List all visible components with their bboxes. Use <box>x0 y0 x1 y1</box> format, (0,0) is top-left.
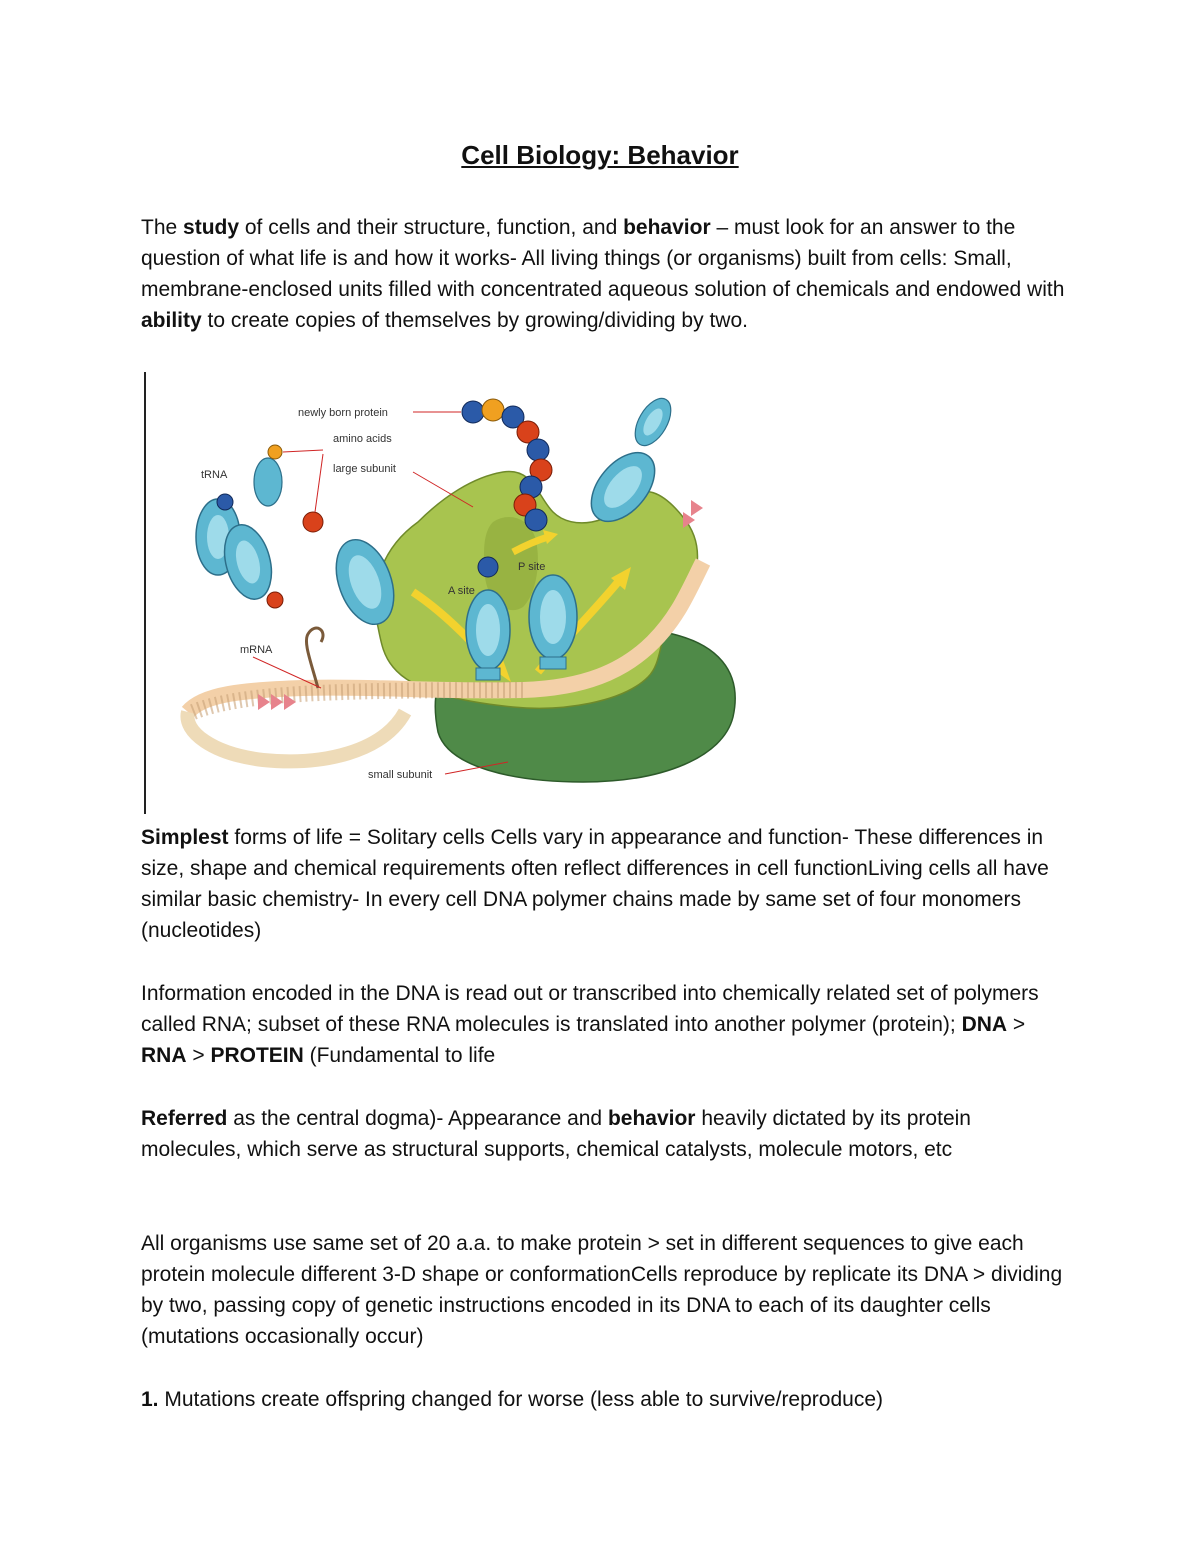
label-large-subunit: large subunit <box>333 463 396 475</box>
simplest-text: forms of life = Solitary cells Cells vary in appearance and function- These differences in size, shape and chemical requirements often reflect differences in cell functionLiving cells all have similar basic chemistry- In every cell DNA polymer chains made by same set of four monomers (nucleotides) <box>141 826 1049 942</box>
simplest-paragraph <box>141 822 1076 946</box>
information-text-4: (Fundamental to life <box>303 1044 496 1067</box>
label-mrna: mRNA <box>240 644 273 656</box>
amino-acid-ball-2 <box>268 445 282 459</box>
mrna-strand-lower <box>187 712 405 761</box>
document-title: Cell Biology: Behavior <box>461 140 739 170</box>
amino-acid-ball-1 <box>303 512 323 532</box>
intro-bold-study: study <box>183 216 240 239</box>
ribosome-diagram <box>143 372 783 814</box>
label-p-site: P site <box>518 561 546 573</box>
trna-exited <box>628 392 678 451</box>
intro-text-3: – must look for an answer to the question of what life is and how it works- All living things (or organisms) built from cells: Small, membrane-enclosed units filled with concentrated aqueous solution of chemicals and endowed with <box>141 216 1065 301</box>
mrna-tail <box>306 628 323 688</box>
label-a-site: A site <box>448 585 475 597</box>
amino-acid-ball-4 <box>267 592 283 608</box>
point-1-text: Mutations create offspring changed for worse (less able to survive/reproduce) <box>158 1388 883 1411</box>
intro-text-2: of cells and their structure, function, and <box>239 216 624 239</box>
ribosome-translation-figure <box>143 372 783 814</box>
intro-paragraph <box>141 212 1076 336</box>
label-amino-acids: amino acids <box>333 433 392 445</box>
simplest-bold: Simplest <box>141 826 229 849</box>
information-paragraph <box>141 978 1076 1071</box>
information-text-3: > <box>186 1044 211 1067</box>
organisms-paragraph <box>141 1228 1076 1352</box>
information-bold-protein: PROTEIN <box>210 1044 304 1067</box>
referred-text-1: as the central dogma)- Appearance and <box>227 1107 608 1130</box>
information-text-2: > <box>1007 1013 1026 1036</box>
intro-bold-ability: ability <box>141 309 202 332</box>
referred-paragraph <box>141 1103 1076 1165</box>
organisms-text: All organisms use same set of 20 a.a. to make protein > set in different sequences to give each protein molecule different 3-D shape or conformationCells reproduce by replicate its DNA > dividing by two, passing copy of genetic instructions encoded in its DNA to each of its daughter cells (mutations occasionally occur) <box>141 1232 1063 1348</box>
information-bold-rna: RNA <box>141 1044 187 1067</box>
intro-text-4: to create copies of themselves by growing/dividing by two. <box>201 309 748 332</box>
point-1-number: 1. <box>141 1388 159 1411</box>
referred-bold-behavior: behavior <box>607 1107 696 1130</box>
label-small-subunit: small subunit <box>368 769 433 781</box>
intro-text-1: The <box>141 216 184 239</box>
amino-acid-ball-a-site <box>478 557 498 577</box>
point-1-paragraph <box>141 1384 1076 1415</box>
label-newly-born-protein: newly born protein <box>298 407 388 419</box>
intro-bold-behavior: behavior <box>623 216 711 239</box>
information-bold-dna: DNA <box>961 1013 1008 1036</box>
referred-bold: Referred <box>141 1107 228 1130</box>
information-text-1: Information encoded in the DNA is read out or transcribed into chemically related set of polymers called RNA; subset of these RNA molecules is translated into another polymer (protein); <box>141 982 1039 1036</box>
referred-text-2: heavily dictated by its protein molecules, which serve as structural supports, chemical catalysts, molecule motors, etc <box>141 1107 971 1161</box>
label-trna: tRNA <box>201 469 228 481</box>
amino-acid-ball-3 <box>217 494 233 510</box>
